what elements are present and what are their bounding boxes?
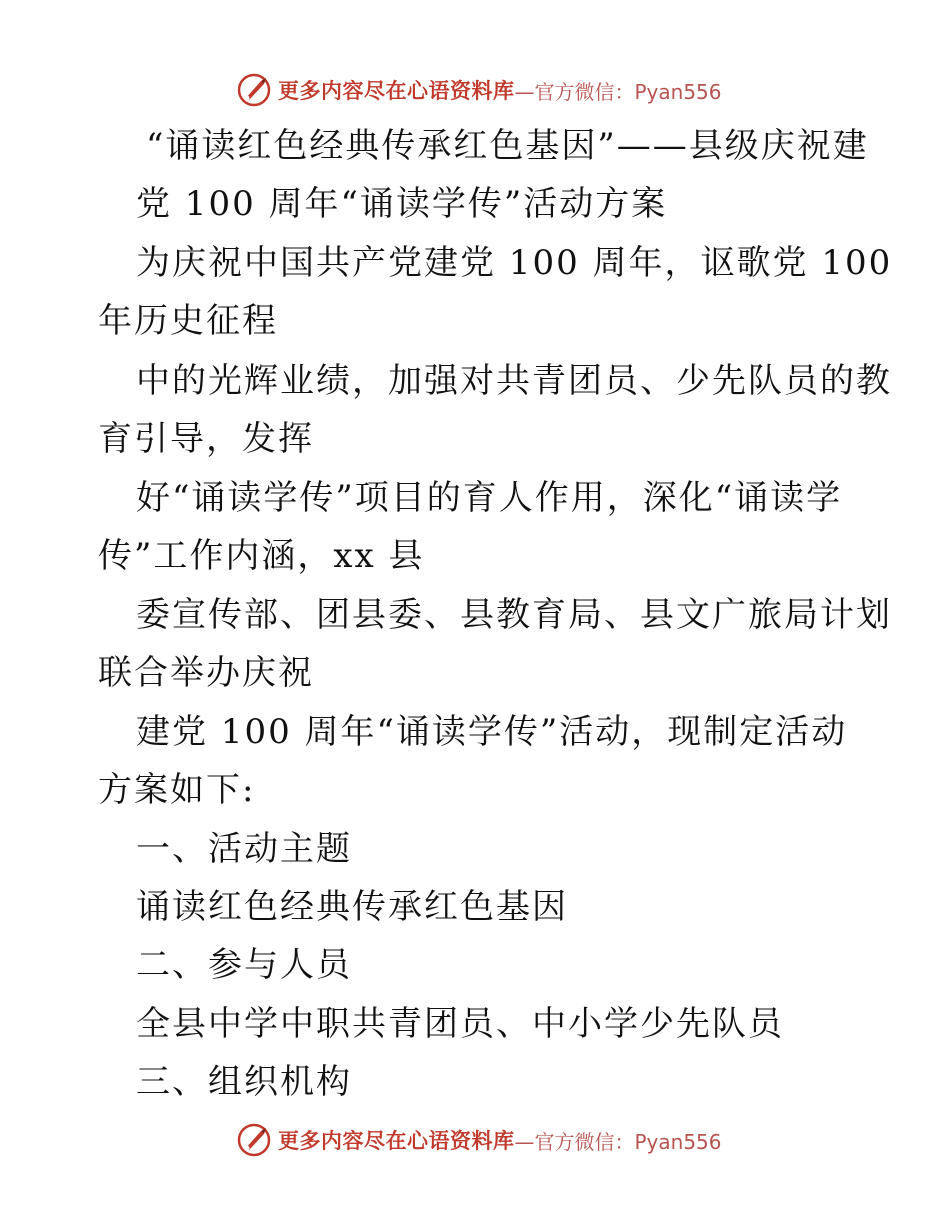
paragraph-line: 中的光辉业绩，加强对共青团员、少先队员的教 [136,361,892,401]
document-title-line-2: 党 100 周年“诵读学传”活动方案 [136,184,668,224]
paragraph-line: 年历史征程 [98,301,278,341]
quill-pen-logo-icon [236,1122,272,1158]
footer-watermark [236,1121,722,1159]
paragraph-line: 联合举办庆祝 [98,653,314,693]
header-watermark [236,71,722,109]
paragraph-line: 好“诵读学传”项目的育人作用，深化“诵读学 [136,478,843,518]
watermark-wechat-text: —官方微信：Pyan556 [514,1129,722,1154]
section-heading: 二、参与人员 [136,945,352,985]
watermark-brand-text: 更多内容尽在心语资料库 [278,79,515,103]
paragraph-line: 委宣传部、团县委、县教育局、县文广旅局计划 [136,595,892,635]
paragraph-line: 全县中学中职共青团员、中小学少先队员 [136,1004,784,1044]
paragraph-line: 建党 100 周年“诵读学传”活动，现制定活动 [136,712,848,752]
watermark-wechat-text: —官方微信：Pyan556 [514,79,722,104]
paragraph-line: 方案如下: [98,770,256,810]
paragraph-line: 诵读红色经典传承红色基因 [136,887,568,927]
quill-pen-logo-icon [236,72,272,108]
paragraph-line: 育引导，发挥 [98,419,314,459]
watermark-brand-text: 更多内容尽在心语资料库 [278,1129,515,1153]
document-title-line-1: “诵读红色经典传承红色基因”——县级庆祝建 [146,126,869,166]
section-heading: 三、组织机构 [136,1062,352,1102]
paragraph-line: 为庆祝中国共产党建党 100 周年，讴歌党 100 [136,243,893,283]
section-heading: 一、活动主题 [136,829,352,869]
paragraph-line: 传”工作内涵，xx 县 [98,536,425,576]
